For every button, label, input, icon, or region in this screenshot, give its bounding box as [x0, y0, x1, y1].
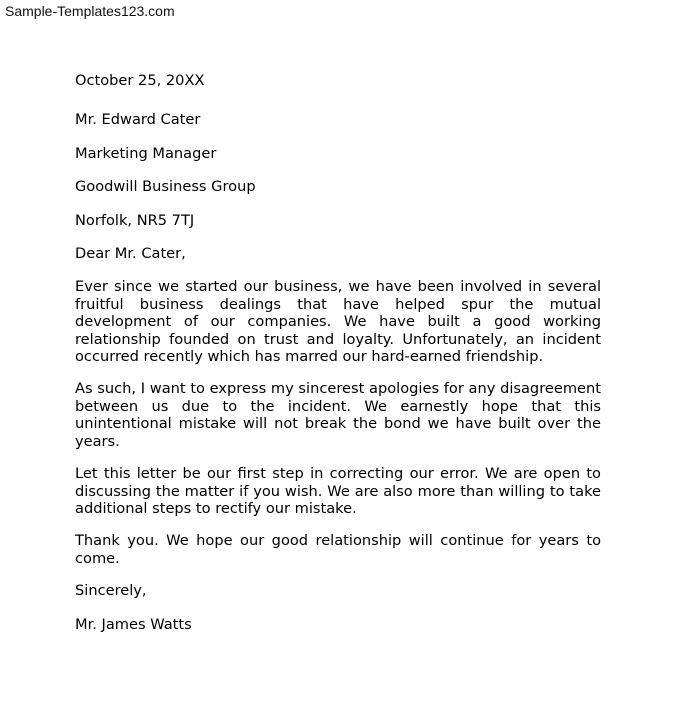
recipient-title: Marketing Manager: [75, 144, 217, 162]
recipient-name: Mr. Edward Cater: [75, 111, 201, 129]
recipient-company: Goodwill Business Group: [75, 178, 256, 196]
paragraph-3: Let this letter be our first step in correcting our error. We are open to discussing the matter if you wish. We are also more than willing to take additional steps to rectify our mistake.: [75, 465, 601, 517]
letter-date: October 25, 20XX: [75, 72, 205, 89]
watermark-text: Sample-Templates123.com: [5, 3, 175, 19]
paragraph-4: Thank you. We hope our good relationship will continue for years to come.: [75, 532, 601, 567]
letter-body: [75, 72, 601, 633]
closing: Sincerely,: [75, 582, 147, 600]
salutation: Dear Mr. Cater,: [75, 245, 186, 263]
paragraph-2: As such, I want to express my sincerest apologies for any disagreement between us due to the incident. We earnestly hope that this unintentional mistake will not break the bond we have built over the years.: [75, 380, 601, 450]
paragraph-1: Ever since we started our business, we have been involved in several fruitful business dealings that have helped spur the mutual development of our companies. We have built a good working relationship founded on trust and loyalty. Unfortunately, an incident occurred recently which has marred our hard-earned friendship.: [75, 278, 601, 366]
recipient-location: Norfolk, NR5 7TJ: [75, 211, 195, 229]
signature-name: Mr. James Watts: [75, 615, 192, 633]
